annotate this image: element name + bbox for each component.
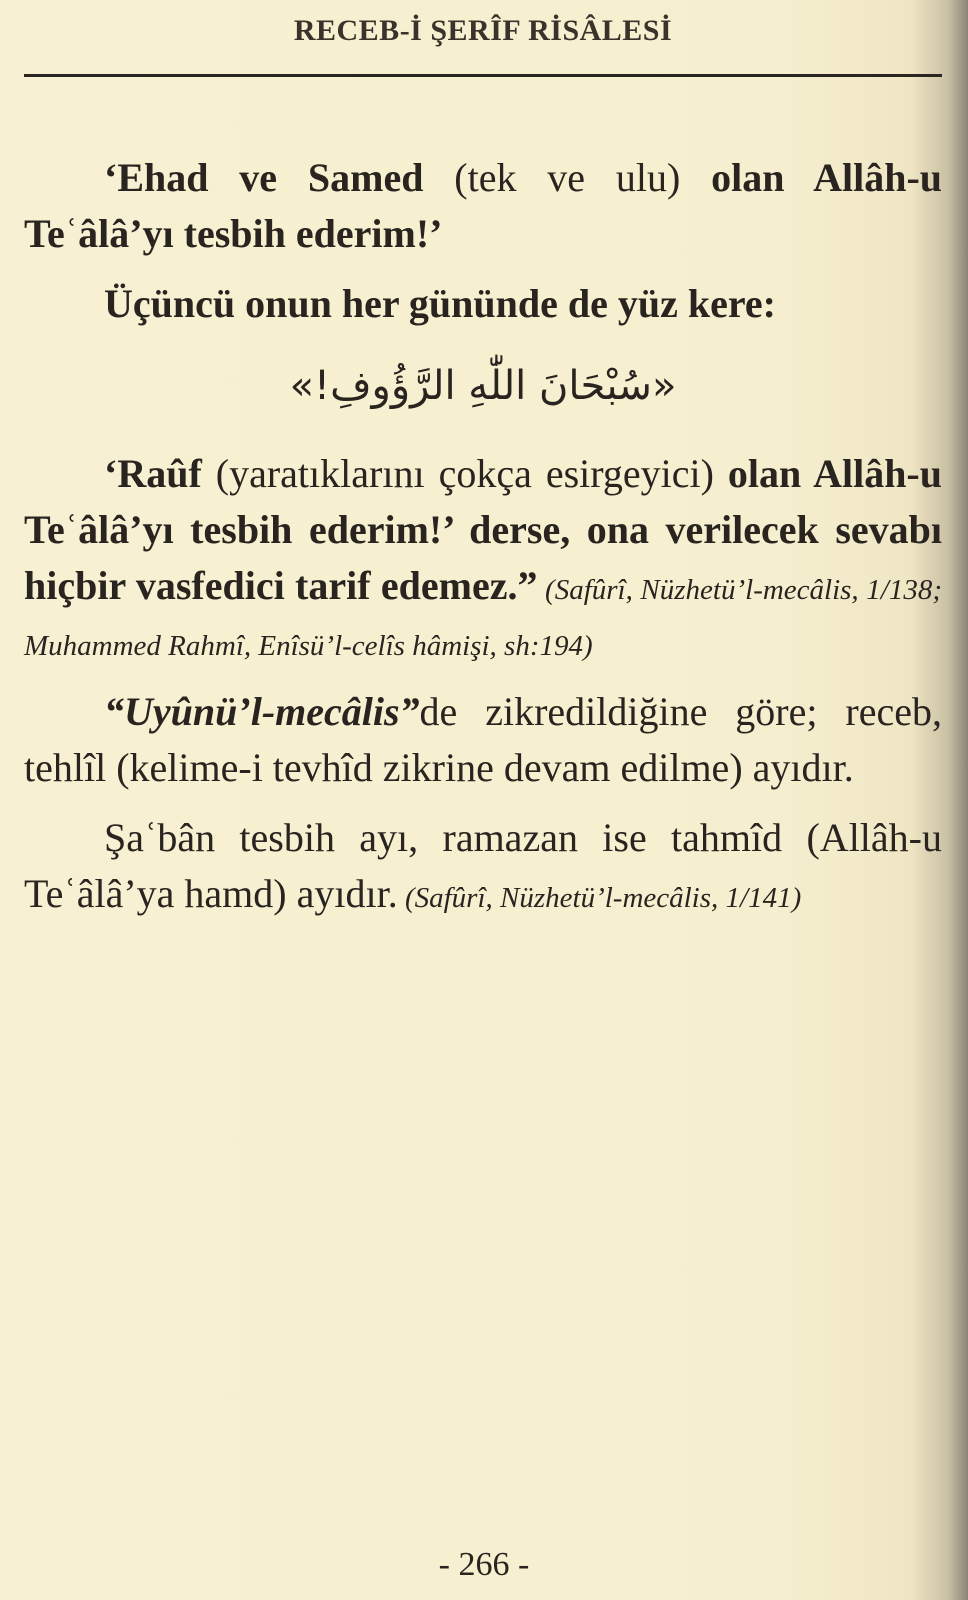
paragraph-ehad xyxy=(24,150,942,262)
book-title: “Uyûnü’l-mecâlis” xyxy=(104,689,420,734)
paragraph-ucuncu xyxy=(24,276,942,332)
paragraph-saban xyxy=(24,810,942,922)
citation: (Safûrî, Nüzhetü’l-mecâlis, 1/138; Muhammed Rahmî, Enîsü’l-celîs hâmişi, sh:194) xyxy=(24,574,942,662)
page-body xyxy=(24,150,942,922)
plain-text: Şaʿbân tesbih ayı, ramazan ise tahmîd (Allâh-u Teʿâlâ’ya hamd) ayıdır. xyxy=(24,815,942,916)
spacer xyxy=(24,670,942,684)
bold-text: olan Allâh-u Teʿâlâ’yı tesbih ederim!’ xyxy=(24,155,943,256)
arabic-tasbih: «سُبْحَانَ اللّٰهِ الرَّؤُوفِ!» xyxy=(289,363,677,409)
plain-text: (tek ve ulu) xyxy=(423,155,712,200)
header-rule xyxy=(24,74,942,77)
spacer xyxy=(24,796,942,810)
bold-text: olan Allâh-u Teʿâlâ’yı tesbih ederim!’ derse, ona verilecek sevabı hiçbir vasfedici tarif edemez.” xyxy=(24,451,942,608)
citation: (Safûrî, Nüzhetü’l-mecâlis, 1/141) xyxy=(397,882,802,914)
bold-text: ‘Raûf xyxy=(104,451,202,496)
page-number: - 266 - xyxy=(438,1546,530,1583)
bold-text: Üçüncü onun her gününde de yüz kere: xyxy=(104,281,776,326)
spacer xyxy=(24,262,942,276)
plain-text: de zikredildiğine göre; receb, tehlîl (kelime-i tevhîd zikrine devam edilme) ayıdır. xyxy=(24,689,942,790)
plain-text: (yaratıklarını çokça esirgeyici) xyxy=(201,451,728,496)
bold-text: ‘Ehad ve Samed xyxy=(104,155,424,200)
paragraph-uyunu xyxy=(24,684,942,796)
paragraph-rauf xyxy=(24,446,942,670)
running-header: RECEB-İ ŞERÎF RİSÂLESİ xyxy=(293,14,673,47)
